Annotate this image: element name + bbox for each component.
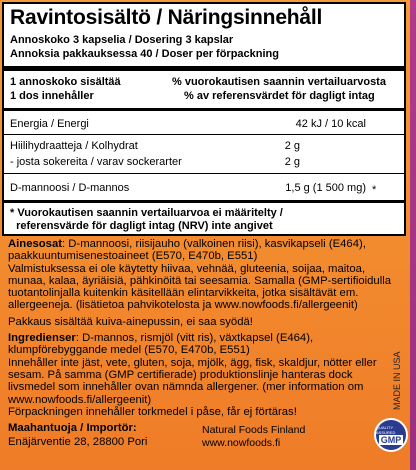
serving-size: Annoskoko 3 kapselia / Dosering 3 kapslar — [10, 34, 234, 46]
nutrition-panel — [2, 2, 406, 236]
purple-edge-strip — [410, 0, 416, 470]
header-left-1: 1 annoskoko sisältää — [10, 76, 121, 88]
fi-desiccant: Pakkaus sisältää kuiva-ainepussin, ei saa syödä! — [8, 315, 253, 328]
header-divider — [4, 108, 404, 111]
row-value-sugars: 2 g — [284, 156, 300, 168]
row-value-mannose: 1,5 g (1 500 mg) — [285, 182, 366, 194]
importer-name: Natural Foods Finland — [202, 424, 306, 437]
importer-web: www.nowfoods.fi — [202, 437, 281, 450]
footnote-line-2: referensvärde för dagligt intag (NRV) inte angivet — [10, 220, 273, 232]
row-label-mannose: D-mannoosi / D-mannos — [10, 182, 130, 194]
header-left-2: 1 dos innehåller — [10, 90, 94, 102]
fi-ingredients-text: : D-mannoosi, riisijauho (valkoinen riisi), kasvikapseli (E464), paakkuuntumisenestoaineet (E570, E470b, E551) — [8, 238, 366, 263]
row-value-carbs: 2 g — [284, 140, 300, 152]
importer-address: Enäjärventie 28, 28800 Pori — [8, 436, 148, 449]
row-divider — [4, 134, 404, 135]
sv-ingredients — [8, 332, 400, 357]
row-value-energy: 42 kJ / 10 kcal — [295, 118, 366, 130]
row-star-mannose: * — [372, 184, 377, 196]
gmp-seal-icon — [374, 418, 408, 452]
sv-allergen: Innehåller inte jäst, vete, gluten, soja, mjölk, ägg, fisk, skaldjur, nötter eller sesam. På samma (GMP certifierade) produktionslinje hanteras dock livsmedel som innehåller ovan nämnda allergener. (mer information om www.nowfoods.fi/allergeenit) — [8, 356, 377, 406]
fi-allergen: Valmistuksessa ei ole käytetty hiivaa, vehnää, gluteenia, soijaa, maitoa, munaa, kalaa, äyriäisiä, pähkinöitä tai seesamia. Samalla (GMP-sertifioidulla tuotantolinjalla kuitenkin käsitellään elintarvikkeita, jotka sisältävät em. allergeeneja. (lisätietoa pahvikotelosta ja www.nowfoods.fi/allergeenit) — [8, 262, 392, 312]
gmp-text: GMP — [380, 435, 402, 445]
made-in-usa-text: MADE IN USA — [392, 351, 402, 410]
panel-title: Ravintosisältö / Näringsinnehåll — [10, 6, 323, 29]
footnote-line-1: * Vuorokautisen saannin vertailuarvoa ei määritelty / — [10, 207, 283, 219]
sv-desiccant: Förpackningen innehåller torkmedel i påse, får ej förtäras! — [8, 405, 297, 418]
sv-ingredients-label: Ingredienser — [8, 332, 76, 345]
servings-per-container: Annoksia pakkauksessa 40 / Doser per förpackning — [10, 48, 280, 60]
row-label-sugars: - josta sokereita / varav sockerarter — [10, 156, 182, 168]
row-divider — [4, 173, 404, 174]
thick-divider — [4, 66, 404, 71]
fi-ingredients — [8, 238, 400, 263]
row-label-energy: Energia / Energi — [10, 118, 89, 130]
importer-label: Maahantuoja / Importör: — [8, 422, 137, 435]
header-right-1: % vuorokautisen saannin vertailuarvosta — [172, 76, 386, 88]
footnote-divider — [4, 200, 404, 203]
sv-ingredients-text: : D-mannos, rismjöl (vitt ris), växtkapsel (E464), klumpförebyggande medel (E570, E470b, E551) — [8, 332, 314, 357]
gmp-ring-text: QUALITY ASSURED — [376, 425, 396, 435]
fi-ingredients-label: Ainesosat — [8, 238, 62, 250]
importer-block — [8, 422, 400, 450]
ingredients-section — [8, 238, 400, 450]
row-label-carbs: Hiilihydraatteja / Kolhydrat — [10, 140, 138, 152]
header-right-2: % av referensvärdet för dagligt intag — [184, 90, 375, 102]
